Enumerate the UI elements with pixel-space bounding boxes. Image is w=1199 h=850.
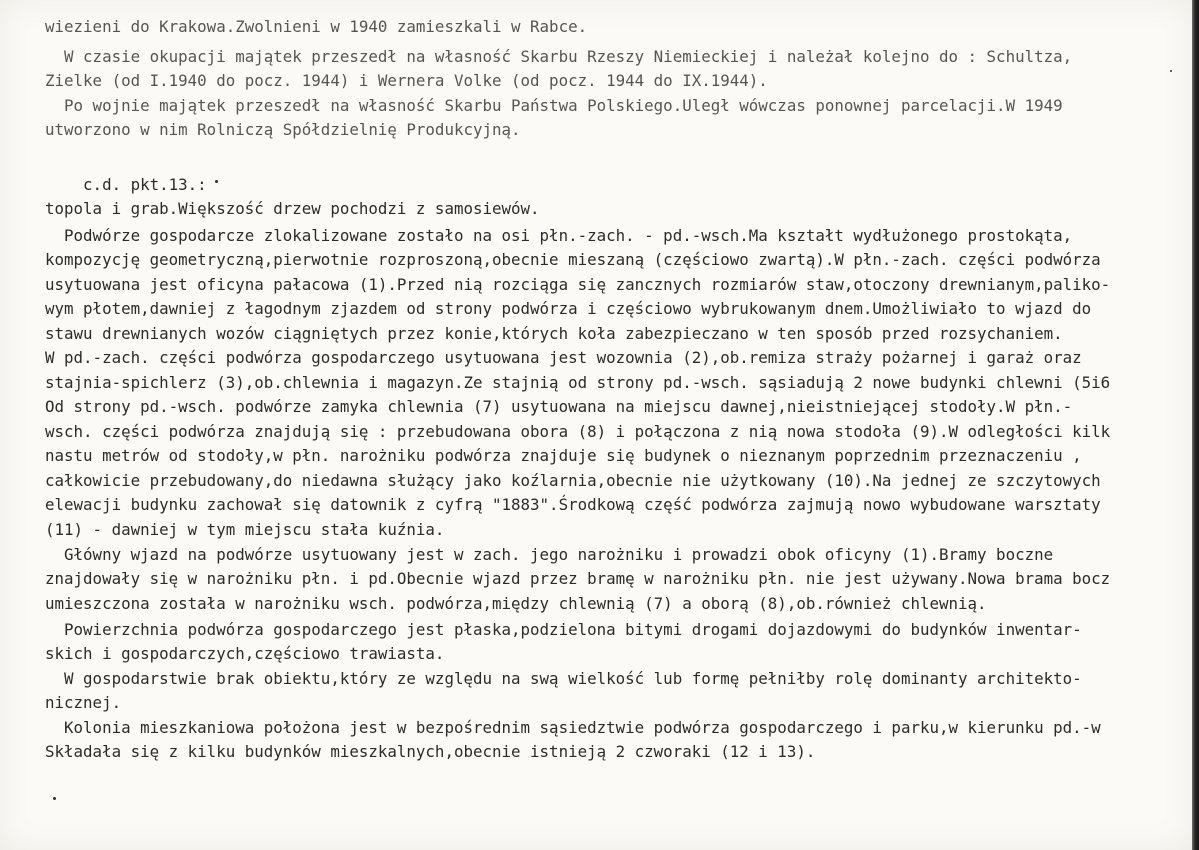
text-line: Po wojnie majątek przeszedł na własność Skarbu Państwa Polskiego.Uległ wówczas ponownej parcelacji.W 1949 <box>45 96 1063 115</box>
text-line: znajdowały się w narożniku płn. i pd.Obecnie wjazd przez bramę w narożniku płn. nie jest używany.Nowa brama bocz <box>45 569 1111 588</box>
text-line: c.d. pkt.13.: <box>45 175 207 194</box>
text-line: W gospodarstwie brak obiektu,który ze względu na swą wielkość lub formę pełniłby rolę dominanty architekto- <box>45 669 1082 688</box>
text-line: Zielke (od I.1940 do pocz. 1944) i Wernera Volke (od pocz. 1944 do IX.1944). <box>45 71 768 90</box>
text-line: Powierzchnia podwórza gospodarczego jest płaska,podzielona bitymi drogami dojazdowymi do budynków inwentar- <box>45 620 1082 639</box>
scan-edge <box>1192 0 1199 850</box>
text-line: utworzono w nim Rolniczą Spółdzielnię Produkcyjną. <box>45 120 521 139</box>
text-line: stajnia-spichlerz (3),ob.chlewnia i magazyn.Ze stajnią od strony pd.-wsch. sąsiadują 2 nowe budynki chlewni (5i6 <box>45 373 1111 392</box>
text-line: Od strony pd.-wsch. podwórze zamyka chlewnia (7) usytuowana na miejscu dawnej,nieistniejącej stodoły.W płn.- <box>45 397 1073 416</box>
text-line: Składała się z kilku budynków mieszkalnych,obecnie istnieją 2 czworaki (12 i 13). <box>45 742 816 761</box>
text-line: wym płotem,dawniej z łagodnym zjazdem od strony podwórza i częściowo wybrukowanym dnem.Umożliwiało to wjazd do <box>45 299 1092 318</box>
text-line: elewacji budynku zachował się datownik z cyfrą "1883".Środkową część podwórza zajmują nowo wybudowane warsztaty <box>45 495 1101 514</box>
text-line: Główny wjazd na podwórze usytuowany jest w zach. jego narożniku i prowadzi obok oficyny (1).Bramy boczne <box>45 545 1054 564</box>
text-line: wiezieni do Krakowa.Zwolnieni w 1940 zamieszkali w Rabce. <box>45 17 588 36</box>
text-line: nicznej. <box>45 693 122 712</box>
text-line: stawu drewnianych wozów ciągniętych przez konie,których koła zabezpieczano w ten sposób przed rozsychaniem. <box>45 324 1063 343</box>
ink-speck <box>215 180 218 183</box>
text-line: kompozycję geometryczną,pierwotnie rozproszoną,obecnie mieszaną (częściowo zwartą).W płn.-zach. części podwórza <box>45 250 1101 269</box>
text-line: wsch. części podwórza znajdują się : przebudowana obora (8) i połączona z nią nowa stodoła (9).W odległości kilk <box>45 422 1111 441</box>
text-line: (11) - dawniej w tym miejscu stała kuźnia. <box>45 520 445 539</box>
text-line: umieszczona została w narożniku wsch. podwórza,między chlewnią (7) a oborą (8),ob.również chlewnią. <box>45 594 987 613</box>
ink-speck <box>53 797 56 800</box>
text-line: topola i grab.Większość drzew pochodzi z samosiewów. <box>45 199 540 218</box>
ink-speck <box>1170 70 1172 72</box>
text-line: nastu metrów od stodoły,w płn. narożniku podwórza znajduje się budynek o nieznanym poprzednim przeznaczeniu , <box>45 446 1082 465</box>
text-line: całkowicie przebudowany,do niedawna służący jako koźlarnia,obecnie nie użytkowany (10).Na jednej ze szczytowych <box>45 471 1101 490</box>
text-line: W czasie okupacji majątek przeszedł na własność Skarbu Rzeszy Niemieckiej i należał kolejno do : Schultza, <box>45 47 1073 66</box>
text-line: Kolonia mieszkaniowa położona jest w bezpośrednim sąsiedztwie podwórza gospodarczego i parku,w kierunku pd.-w <box>45 718 1101 737</box>
text-line: usytuowana jest oficyna pałacowa (1).Przed nią rozciąga się zancznych rozmiarów staw,otoczony drewnianym,paliko- <box>45 275 1111 294</box>
text-line: skich i gospodarczych,częściowo trawiasta. <box>45 644 445 663</box>
text-line: Podwórze gospodarcze zlokalizowane zostało na osi płn.-zach. - pd.-wsch.Ma kształt wydłużonego prostokąta, <box>45 226 1073 245</box>
text-line: W pd.-zach. części podwórza gospodarczego usytuowana jest wozownia (2),ob.remiza straży pożarnej i garaż oraz <box>45 348 1082 367</box>
